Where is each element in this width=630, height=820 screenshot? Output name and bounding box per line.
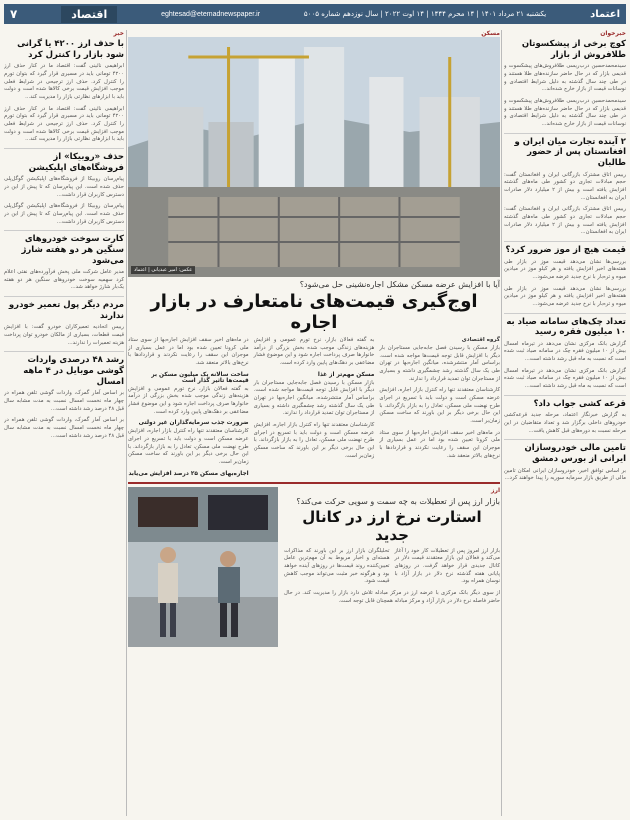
left-title: با حذف ارز ۴۲۰۰ یا گرانی شود بازار را کنترل کرد — [17, 39, 124, 60]
section-tag: ارز — [491, 486, 500, 494]
section-email[interactable]: eghtesad@etemadnewspaper.ir — [161, 10, 261, 18]
main-story — [128, 30, 500, 816]
fx-column — [395, 548, 501, 590]
fx-story — [128, 487, 500, 647]
column-divider — [501, 30, 502, 816]
divider — [4, 351, 124, 352]
story-paragraph: در ماه‌های اخیر سقف افزایش اجاره‌بها از سوی ستاد ملی کرونا تعیین شده بود اما در عمل بسیاری از موجران این سقف را رعایت نکردند و قراردادها با نرخ‌های بالاتر منعقد شد. — [379, 429, 500, 459]
brief-text-cont: بررسی‌ها نشان می‌دهد قیمت موز در بازار طی هفته‌های اخیر افزایش یافته و هر کیلو موز در میادین میوه و تره‌بار با نرخ جدید عرضه می‌شود... — [504, 285, 626, 307]
story-paragraph: کارشناسان معتقدند تنها راه کنترل بازار اجاره، افزایش عرضه مسکن است و دولت باید با تسریع در اجرای طرح نهضت ملی مسکن، تعادل را به بازار بازگرداند. با این حال برخی دیگر بر این باورند که ساخت مسکن زمان‌بر است. — [379, 387, 500, 425]
left-text: پیام‌رسان روبیکا از فروشگاه‌های اپلیکیشن گوگل‌پلی حذف شده است. این پیام‌رسان که تا پیش از این در دسترس کاربران قرار داشت... — [4, 176, 124, 198]
column-tag: خبر — [113, 30, 124, 37]
fx-paragraph: تحلیلگران بازار ارز بر این باورند که مذاکرات هسته‌ای و اخبار مربوط به آن مهم‌ترین عامل تعیین‌کننده روند قیمت‌ها در روزهای آینده خواهد بود و هرگونه خبر مثبت می‌تواند موجب کاهش قیمت شود. — [284, 547, 390, 585]
currency-exchange-photo — [128, 487, 278, 647]
story-paragraph: کارشناسان معتقدند تنها راه کنترل بازار اجاره، افزایش عرضه مسکن است و دولت باید با تسریع در اجرای طرح نهضت ملی مسکن، تعادل را به بازار بازگرداند. با این حال برخی دیگر بر این باورند که ساخت مسکن زمان‌بر است. — [128, 428, 249, 466]
brief-text-cont: سیدمحمدحسین درب‌ریسی طلافروش‌های پیشکسوت و قدیمی بازار که در حال حاضر سازنده‌های طلا هستند و در طی چند سال گذشته به دلیل شرایط اقتصادی و نوسانات قیمت از بازار خارج شده‌اند... — [504, 97, 626, 127]
brief-item — [504, 399, 626, 436]
brief-text-cont: رییس اتاق مشترک بازرگانی ایران و افغانستان گفت: حجم مبادلات تجاری دو کشور طی ماه‌های گذشته افزایش یافته است و بیش از ۲ میلیارد دلار صادرات ایران به افغانستان... — [504, 206, 626, 236]
left-text: ابراهیمی نائینی گفت: اقتصاد ما در کنار حذف ارز ۴۲۰۰ تومانی باید در مسیری قرار گیرد که بتوان تورم را کنترل کرد. حذف ارز ترجیحی در شرایط فعلی موجب افزایش قیمت برخی کالاها شده است و دولت باید با ابزارهای نظارتی بازار را مدیریت کند... — [4, 63, 124, 100]
section-tag: مسکن — [481, 30, 500, 37]
left-text-cont: ابراهیمی نائینی گفت: اقتصاد ما در کنار حذف ارز ۴۲۰۰ تومانی باید در مسیری قرار گیرد که بتوان تورم را کنترل کرد. حذف ارز ترجیحی در شرایط فعلی موجب افزایش قیمت برخی کالاها شده است و دولت باید با ابزارهای نظارتی بازار را مدیریت کند... — [4, 105, 124, 143]
left-item — [4, 39, 124, 144]
story-subhead: ضرورت جذب سرمایه‌گذاران غیر دولتی — [138, 420, 249, 427]
left-title: مردم دیگر پول تعمیر خودرو ندارند — [8, 300, 124, 321]
story-kicker: آیا با افزایش عرضه مسکن مشکل اجاره‌نشینی حل می‌شود؟ — [299, 280, 500, 289]
left-text-cont: پیام‌رسان روبیکا از فروشگاه‌های اپلیکیشن گوگل‌پلی حذف شده است. این پیام‌رسان که تا پیش از این در دسترس کاربران قرار داشت... — [4, 203, 124, 225]
fx-text — [284, 487, 500, 647]
story-paragraph: کارشناسان معتقدند تنها راه کنترل بازار اجاره، افزایش عرضه مسکن است و دولت باید با تسریع در اجرای طرح نهضت ملی مسکن، تعادل را به بازار بازگرداند. با این حال برخی دیگر بر این باورند که ساخت مسکن زمان‌بر است. — [253, 422, 375, 459]
brief-item — [504, 317, 626, 391]
city-skyline-image — [128, 37, 500, 277]
fx-paragraph: بازار ارز امروز پس از تعطیلات کار خود را آغاز می‌کند و فعالان این بازار معتقدند قیمت دلار در کانال جدیدی قرار خواهد گرفت. در روزهای پایانی هفته گذشته نرخ دلار در بازار آزاد با نوسان همراه بود. — [394, 547, 500, 585]
news-left-column — [4, 30, 124, 816]
left-item — [4, 300, 124, 347]
story-headline: اوج‌گیری قیمت‌های نامتعارف در بازار اجاره — [150, 291, 478, 333]
brief-item — [504, 137, 626, 237]
story-paragraph: بازار مسکن با رسیدن فصل جابه‌جایی مستاجران بار دیگر با افزایش قابل توجه قیمت‌ها مواجه شده است. براساس آمار منتشرشده، میانگین اجاره‌بها در تهران طی یک سال گذشته رشد چشمگیری داشته و بسیاری از مستاجران توان تمدید قرارداد را ندارند. — [253, 379, 375, 417]
story-subhead: اجاره‌بهای مسکن ۲۵ درصد افزایش می‌یابد — [128, 470, 249, 477]
story-paragraph: در ماه‌های اخیر سقف افزایش اجاره‌بها از سوی ستاد ملی کرونا تعیین شده بود اما در عمل بسیاری از موجران این سقف را رعایت نکردند و قراردادها با نرخ‌های بالاتر منعقد شد. — [128, 337, 249, 367]
left-text: رییس اتحادیه تعمیرکاران خودرو گفت: با افزایش قیمت قطعات، بسیاری از مالکان خودرو توان پرداخت هزینه تعمیرات را ندارند... — [4, 324, 124, 346]
left-title: رشد ۴۸ درصدی واردات گوشی موبایل در ۴ ماهه امسال — [23, 355, 124, 387]
divider — [504, 439, 626, 440]
brief-text: سیدمحمدحسین درب‌ریسی طلافروش‌های پیشکسوت و قدیمی بازار که در حال حاضر سازنده‌های طلا هستند و در طی چند سال گذشته به دلیل شرایط اقتصادی و نوسانات قیمت از بازار خارج شده‌اند... — [504, 63, 626, 93]
story-body — [128, 337, 500, 479]
brief-item — [504, 443, 626, 483]
column-divider — [126, 30, 127, 816]
left-title: حذف «روبیکا» از فروشگاه‌های اپلیکیشن — [28, 151, 124, 173]
divider — [504, 395, 626, 396]
left-item — [4, 234, 124, 292]
brief-item — [504, 245, 626, 309]
divider — [504, 133, 626, 134]
fx-headline: استارت نرخ ارز در کانال جدید — [302, 507, 482, 544]
brief-title: تامین مالی خودروسازان ایرانی از بورس دمشق — [524, 443, 626, 465]
section-title: اقتصاد — [61, 6, 117, 23]
brief-item — [504, 39, 626, 129]
story-paragraph: بازار مسکن با رسیدن فصل جابه‌جایی مستاجران بار دیگر با افزایش قابل توجه قیمت‌ها مواجه شده است. براساس آمار منتشرشده، میانگین اجاره‌بها در تهران طی یک سال گذشته رشد چشمگیری داشته و بسیاری از مستاجران توان تمدید قرارداد را ندارند. — [379, 345, 500, 382]
street-people-image — [128, 487, 278, 647]
fx-body — [284, 548, 500, 590]
left-text: بر اساس آمار گمرک، واردات گوشی تلفن همراه در چهار ماه نخست امسال نسبت به مدت مشابه سال قبل ۴۸ درصد رشد داشته است... — [4, 390, 124, 412]
fx-column — [284, 548, 390, 590]
page-header — [4, 4, 626, 24]
fx-kicker: بازار ارز پس از تعطیلات به چه سمت و سویی حرکت می‌کند؟ — [296, 496, 500, 506]
page-number: ۷ — [10, 7, 18, 21]
brief-text: رییس اتاق مشترک بازرگانی ایران و افغانستان گفت: حجم مبادلات تجاری دو کشور طی ماه‌های گذشته افزایش یافته است و بیش از ۲ میلیارد دلار صادرات ایران به افغانستان... — [504, 171, 626, 201]
divider — [4, 148, 124, 149]
newspaper-logo: اعتماد — [590, 8, 620, 20]
story-paragraph: به گفته فعالان بازار، نرخ تورم عمومی و افزایش هزینه‌های زندگی موجب شده بخش بزرگی از درآمد خانوارها صرف پرداخت اجاره شود و این موضوع فشار مضاعفی بر دهک‌های پایین وارد کرده است. — [253, 337, 375, 367]
story-subhead: ساخت سالانه یک میلیون مسکن بر قیمت‌ها تاثیر گذار است — [151, 371, 249, 384]
left-item — [4, 355, 124, 440]
left-title: کارت سوخت خودروهای سنگین هر دو هفته شارژ می‌شود — [21, 234, 124, 266]
brief-title: ۲ آینده تجارت میان ایران و افغانستان پس از حضور طالبان — [514, 136, 626, 168]
issue-date: یکشنبه ۲۱ مرداد ۱۴۰۱ | ۱۴ محرم ۱۴۴۴ | ۱۴ اوت ۲۰۲۲ | سال نوزدهم شماره ۵۰۰۵ — [303, 10, 547, 18]
story-column — [379, 337, 500, 479]
brief-title: تعداد چک‌های سامانه صیاد به ۱۰ میلیون فقره رسید — [506, 316, 626, 338]
brief-title: قرعه کشی جواب داد؟ — [533, 398, 626, 409]
brief-text: به گزارش خبرنگار اعتماد، مرحله جدید قرعه‌کشی خودروهای داخلی برگزار شد و تعداد متقاضیان در این مرحله نسبت به دوره‌های قبل کاهش یافت... — [504, 412, 626, 434]
brief-text: بر اساس توافق اخیر، خودروسازان ایرانی امکان تامین مالی از طریق بازار سرمایه سوریه را پیدا خواهند کرد... — [504, 467, 626, 482]
story-paragraph: به گفته فعالان بازار، نرخ تورم عمومی و افزایش هزینه‌های زندگی موجب شده بخش بزرگی از درآمد خانوارها صرف پرداخت اجاره شود و این موضوع فشار مضاعفی بر دهک‌های پایین وارد کرده است. — [128, 385, 249, 415]
brief-title: کوچ برخی از پیشکسوتان طلافروش از بازار — [521, 39, 626, 60]
brief-text-cont: گزارش بانک مرکزی نشان می‌دهد در تیرماه امسال بیش از ۱۰ میلیون فقره چک در سامانه صیاد ثبت شده است که نسبت به ماه قبل رشد داشته است... — [504, 367, 626, 390]
story-column — [128, 337, 249, 479]
divider — [504, 241, 626, 242]
fx-paragraph: از سوی دیگر بانک مرکزی با عرضه ارز در مرکز مبادله تلاش دارد بازار را مدیریت کند. در حال حاضر فاصله نرخ دلار در بازار آزاد و مرکز مبادله همچنان قابل توجه است. — [284, 590, 500, 604]
brief-title: قیمت هیچ از موز ضرور کرد؟ — [505, 244, 626, 255]
divider — [4, 296, 124, 297]
photo-credit: عکس: امیر عبدیانی | اعتماد — [131, 266, 195, 274]
story-subhead: مسکن مهم‌تر از غذا — [317, 371, 375, 378]
column-tag: خبرخوان — [600, 30, 626, 37]
left-item — [4, 152, 124, 226]
divider — [504, 313, 626, 314]
left-text: مدیر عامل شرکت ملی پخش فرآورده‌های نفتی اعلام کرد سهمیه سوخت خودروهای سنگین هر دو هفته یک‌بار شارژ خواهد شد... — [4, 269, 124, 291]
left-text-cont: بر اساس آمار گمرک، واردات گوشی تلفن همراه در چهار ماه نخست امسال نسبت به مدت مشابه سال قبل ۴۸ درصد رشد داشته است... — [4, 417, 124, 439]
brief-text: بررسی‌ها نشان می‌دهد قیمت موز در بازار طی هفته‌های اخیر افزایش یافته و هر کیلو موز در میادین میوه و تره‌بار با نرخ جدید عرضه می‌شود... — [504, 258, 626, 280]
news-brief-column — [504, 30, 626, 816]
byline: گروه اقتصادی — [461, 337, 500, 343]
divider — [4, 230, 124, 231]
story-column — [254, 337, 375, 479]
construction-photo — [128, 37, 500, 277]
brief-text: گزارش بانک مرکزی نشان می‌دهد در تیرماه امسال بیش از ۱۰ میلیون فقره چک در سامانه صیاد ثبت شده است که نسبت به ماه قبل رشد داشته است... — [504, 340, 626, 363]
section-divider — [128, 482, 500, 484]
